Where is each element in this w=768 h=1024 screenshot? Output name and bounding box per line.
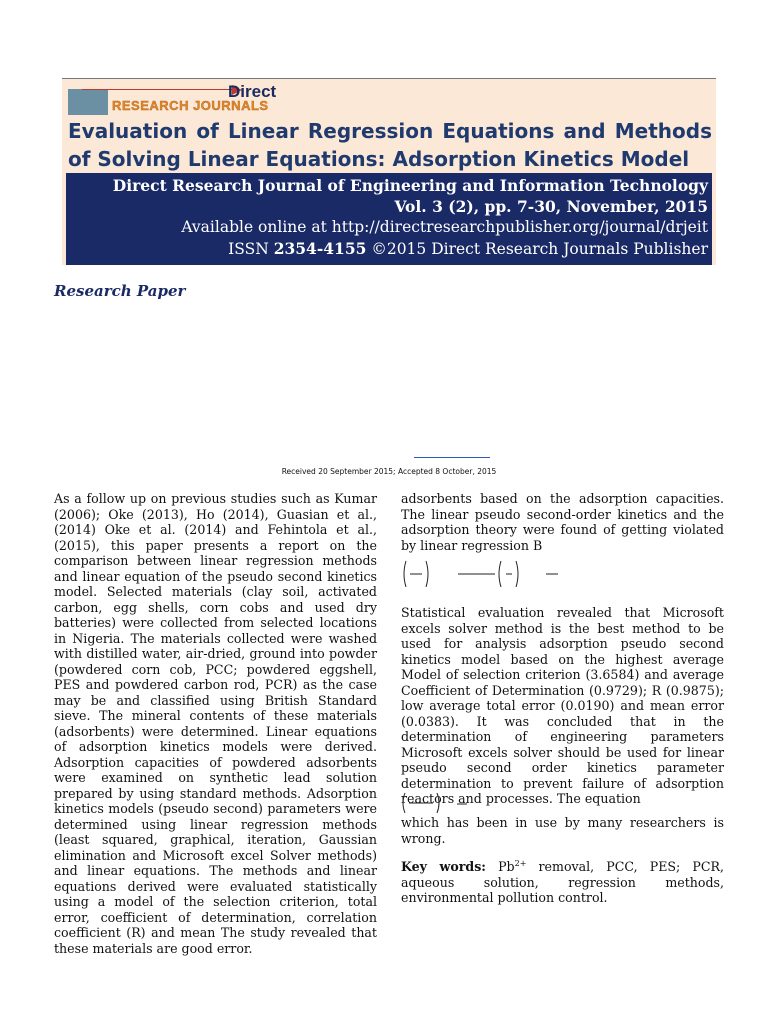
journal-volume: Vol. 3 (2), pp. 7-30, November, 2015 [394, 197, 708, 216]
logo-research-text: RESEARCH JOURNALS [112, 98, 269, 113]
logo-bar-graphic [68, 89, 108, 115]
journal-info-box [66, 173, 712, 265]
divider-line [414, 457, 490, 458]
logo-direct-text: Direct [228, 82, 277, 101]
issn-prefix: ISSN [228, 240, 274, 258]
journal-name: Direct Research Journal of Engineering and Information Technology [112, 176, 708, 195]
abstract-right-part-c: which has been in use by many researchers is wrong. [401, 815, 724, 846]
issn-suffix: ©2015 Direct Research Journals Publisher [366, 240, 708, 258]
paper-title: Evaluation of Linear Regression Equations and Methods of Solving Linear Equations: Adsorption Kinetics Model [68, 119, 712, 171]
keywords-superscript: 2+ [514, 858, 527, 868]
issn-number: 2354-4155 [273, 239, 367, 258]
keywords-text: removal, PCC, PES; PCR, aqueous solution, regression methods, environmental pollution control. [401, 859, 724, 905]
direct-research-journals-logo [68, 83, 358, 115]
abstract-right-part-a: adsorbents based on the adsorption capacities. The linear pseudo second-order kinetics and the adsorption theory were found of getting violated by linear regression B [401, 491, 724, 553]
paper-type-label: Research Paper [54, 282, 186, 300]
abstract-right-part-b: Statistical evaluation revealed that Microsoft excels solver method is the best method to be used for analysis adsorption pseudo second kinetics model based on the highest average Model of selection criterion (3.6584) and average Coefficient of Determination (0.9729); R (0.9875); low average total error (0.0190) and mean error (0.0383). It was concluded that in the determination of engineering parameters Microsoft excels solver should be used for linear pseudo second order kinetics parameter determination to prevent failure of adsorption reactors and processes. The equation [401, 605, 724, 806]
journal-header [62, 78, 716, 265]
equation-image-2 [401, 791, 491, 815]
equation-image-1 [401, 557, 601, 591]
received-dates: Received 20 September 2015; Accepted 8 October, 2015 [281, 467, 497, 476]
keywords-label: Key words: [401, 859, 486, 874]
journal-url[interactable]: Available online at http://directresearchpublisher.org/journal/drjeit [181, 218, 708, 236]
abstract-left-column: As a follow up on previous studies such as Kumar (2006); Oke (2013), Ho (2014), Guasian et al., (2014) Oke et al. (2014) and Fehintola et al., (2015), this paper presents a report on the comparison between linear regression methods and linear equation of the pseudo second kinetics model. Selected materials (clay soil, activated carbon, egg shells, corn cobs and used dry batteries) were collected from selected locations in Nigeria. The materials collected were washed with distilled water, air-dried, ground into powder (powdered corn cob, PCC; powdered eggshell, PES and powdered carbon rod, PCR) as the case may be and classified using British Standard sieve. The mineral contents of these materials (adsorbents) were determined. Linear equations of adsorption kinetics models were derived. Adsorption capacities of powdered adsorbents were examined on synthetic lead solution prepared by using standard methods. Adsorption kinetics models (pseudo second) parameters were determined using linear regression methods (least squared, graphical, iteration, Gaussian elimination and Microsoft excel Solver methods) and linear equations. The methods and linear equations derived were evaluated statistically using a model of the selection criterion, total error, coefficient of determination, correlation coefficient (R) and mean The study revealed that these materials are good error. [54, 491, 377, 956]
keywords [401, 859, 724, 906]
keywords-pb: Pb [485, 859, 515, 874]
journal-issn [66, 238, 712, 260]
logo-line-graphic [82, 89, 232, 90]
